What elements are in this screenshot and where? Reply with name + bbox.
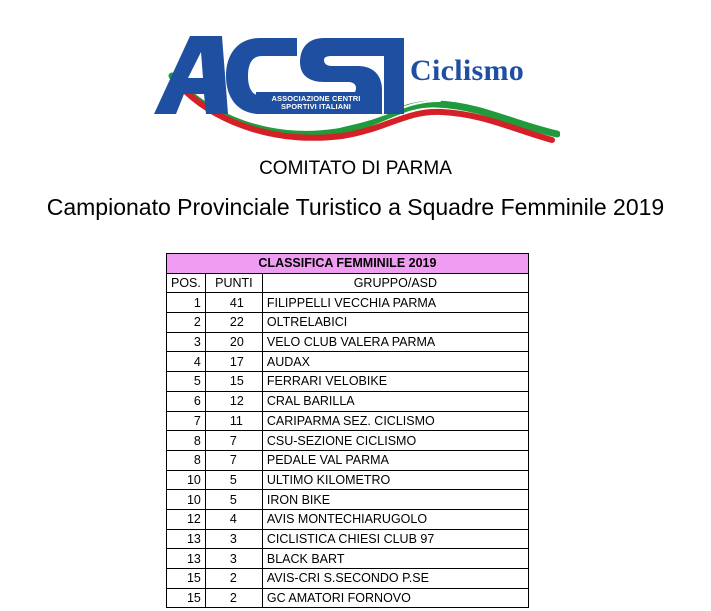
table-header-row [167, 273, 529, 293]
cell-group: CRAL BARILLA [262, 391, 528, 411]
table-row [167, 411, 529, 431]
table-row [167, 293, 529, 313]
cell-pos: 13 [167, 549, 206, 569]
table-row [167, 588, 529, 608]
table-row [167, 490, 529, 510]
cell-points: 4 [205, 509, 262, 529]
cell-pos: 12 [167, 509, 206, 529]
table-row [167, 313, 529, 333]
cell-group: FERRARI VELOBIKE [262, 372, 528, 392]
cell-group: IRON BIKE [262, 490, 528, 510]
cell-group: AVIS-CRI S.SECONDO P.SE [262, 569, 528, 589]
table-row [167, 569, 529, 589]
cell-points: 17 [205, 352, 262, 372]
committee-subtitle: COMITATO DI PARMA [259, 158, 452, 179]
table-row [167, 431, 529, 451]
cell-group: OLTRELABICI [262, 313, 528, 333]
cell-group: AVIS MONTECHIARUGOLO [262, 509, 528, 529]
cell-group: BLACK BART [262, 549, 528, 569]
cell-points: 11 [205, 411, 262, 431]
logo-ciclismo-text: Ciclismo [410, 54, 525, 87]
cell-points: 22 [205, 313, 262, 333]
cell-points: 41 [205, 293, 262, 313]
cell-group: GC AMATORI FORNOVO [262, 588, 528, 608]
cell-pos: 15 [167, 588, 206, 608]
table-caption-row [167, 254, 529, 274]
table-row [167, 391, 529, 411]
logo-association-line2: SPORTIVI ITALIANI [281, 102, 351, 111]
cell-points: 3 [205, 529, 262, 549]
cell-pos: 8 [167, 450, 206, 470]
table-row [167, 529, 529, 549]
cell-points: 20 [205, 332, 262, 352]
cell-points: 2 [205, 588, 262, 608]
table-row [167, 549, 529, 569]
logo-association-line1: ASSOCIAZIONE CENTRI [271, 94, 361, 103]
cell-group: CSU-SEZIONE CICLISMO [262, 431, 528, 451]
ranking-table-body [167, 293, 529, 608]
cell-pos: 10 [167, 490, 206, 510]
cell-pos: 2 [167, 313, 206, 333]
table-row [167, 332, 529, 352]
cell-points: 5 [205, 490, 262, 510]
cell-points: 5 [205, 470, 262, 490]
table-row [167, 509, 529, 529]
cell-group: PEDALE VAL PARMA [262, 450, 528, 470]
cell-group: AUDAX [262, 352, 528, 372]
cell-group: ULTIMO KILOMETRO [262, 470, 528, 490]
table-caption: CLASSIFICA FEMMINILE 2019 [167, 254, 529, 274]
cell-points: 15 [205, 372, 262, 392]
cell-points: 3 [205, 549, 262, 569]
cell-group: FILIPPELLI VECCHIA PARMA [262, 293, 528, 313]
cell-pos: 13 [167, 529, 206, 549]
logo-association-text [256, 95, 376, 111]
cell-points: 7 [205, 450, 262, 470]
cell-pos: 4 [167, 352, 206, 372]
cell-group: CARIPARMA SEZ. CICLISMO [262, 411, 528, 431]
table-row [167, 352, 529, 372]
ranking-table [166, 253, 529, 608]
cell-pos: 5 [167, 372, 206, 392]
acsi-ciclismo-logo [152, 24, 560, 144]
page-title: Campionato Provinciale Turistico a Squadre Femminile 2019 [46, 194, 665, 220]
table-row [167, 372, 529, 392]
cell-pos: 15 [167, 569, 206, 589]
header-group: GRUPPO/ASD [262, 273, 528, 293]
cell-pos: 1 [167, 293, 206, 313]
header-pos: POS. [167, 273, 206, 293]
cell-pos: 8 [167, 431, 206, 451]
cell-points: 2 [205, 569, 262, 589]
table-row [167, 450, 529, 470]
table-row [167, 470, 529, 490]
cell-points: 12 [205, 391, 262, 411]
cell-group: VELO CLUB VALERA PARMA [262, 332, 528, 352]
cell-pos: 7 [167, 411, 206, 431]
cell-pos: 6 [167, 391, 206, 411]
header-points: PUNTI [205, 273, 262, 293]
cell-group: CICLISTICA CHIESI CLUB 97 [262, 529, 528, 549]
cell-points: 7 [205, 431, 262, 451]
cell-pos: 3 [167, 332, 206, 352]
cell-pos: 10 [167, 470, 206, 490]
